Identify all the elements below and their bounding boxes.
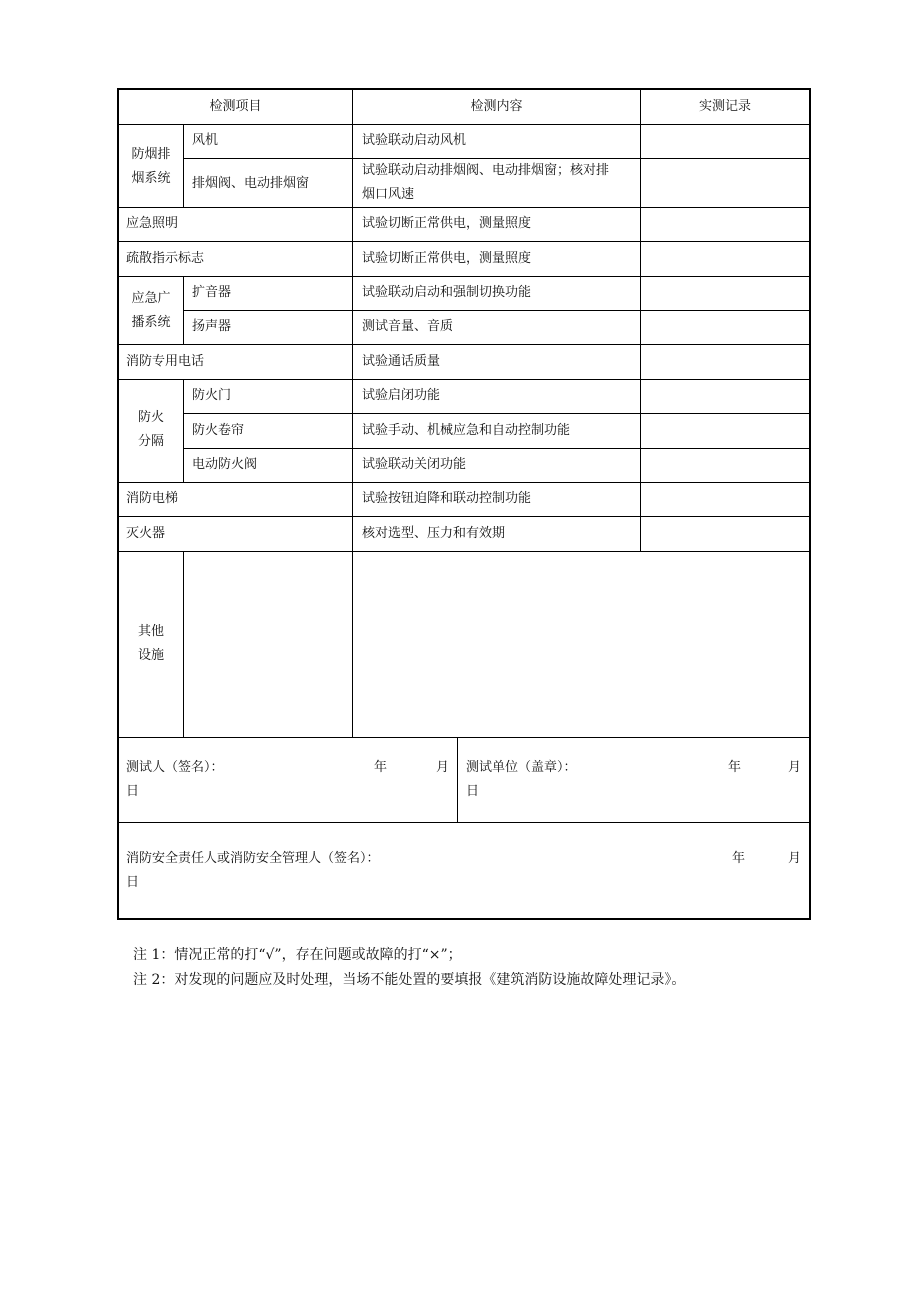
smoke-group-label-1: 防烟排 bbox=[131, 147, 171, 162]
smoke-sub-1: 风机 bbox=[192, 133, 219, 148]
tester-signature-label: 测试人（签名）： bbox=[126, 760, 224, 775]
smoke-content-1: 试验联动启动风机 bbox=[362, 133, 467, 148]
tester-day: 日 bbox=[126, 784, 140, 799]
col-divider bbox=[352, 90, 353, 737]
broadcast-sub-2: 扬声器 bbox=[192, 319, 232, 334]
separation-group-label-2: 分隔 bbox=[137, 434, 164, 449]
fire-phone-content: 试验通话质量 bbox=[362, 354, 441, 369]
row-divider bbox=[119, 822, 809, 823]
extinguisher-label: 灭火器 bbox=[126, 526, 166, 541]
smoke-group-label-2: 烟系统 bbox=[131, 171, 171, 186]
row-divider bbox=[183, 413, 809, 414]
evacuation-sign-label: 疏散指示标志 bbox=[126, 251, 205, 266]
broadcast-sub-1: 扩音器 bbox=[192, 285, 232, 300]
broadcast-group-label-2: 播系统 bbox=[131, 315, 171, 330]
tester-year: 年 bbox=[374, 760, 388, 775]
col-divider bbox=[183, 551, 184, 737]
smoke-content-2a: 试验联动启动排烟阀、电动排烟窗；核对排 bbox=[362, 163, 610, 178]
row-divider bbox=[119, 737, 809, 738]
broadcast-content-1: 试验联动启动和强制切换功能 bbox=[362, 285, 532, 300]
note-1: 注 1：情况正常的打“√”，存在问题或故障的打“×”； bbox=[133, 947, 462, 963]
fire-phone-label: 消防专用电话 bbox=[126, 354, 205, 369]
broadcast-content-2: 测试音量、音质 bbox=[362, 319, 454, 334]
separation-sub-3: 电动防火阀 bbox=[192, 457, 258, 472]
other-group-label-1: 其他 bbox=[137, 624, 164, 639]
row-divider bbox=[119, 379, 809, 380]
separation-group-label-1: 防火 bbox=[137, 410, 164, 425]
tester-unit-label: 测试单位（盖章）： bbox=[466, 760, 577, 775]
row-divider bbox=[119, 241, 809, 242]
col-divider bbox=[640, 90, 641, 551]
col-divider bbox=[183, 276, 184, 344]
extinguisher-content: 核对选型、压力和有效期 bbox=[362, 526, 506, 541]
row-divider bbox=[119, 276, 809, 277]
smoke-sub-2: 排烟阀、电动排烟窗 bbox=[192, 176, 310, 191]
separation-content-1: 试验启闭功能 bbox=[362, 388, 441, 403]
row-divider bbox=[119, 344, 809, 345]
fire-elevator-content: 试验按钮迫降和联动控制功能 bbox=[362, 491, 532, 506]
row-divider bbox=[119, 516, 809, 517]
tester-month: 月 bbox=[436, 760, 450, 775]
broadcast-group-label-1: 应急广 bbox=[131, 291, 171, 306]
fire-elevator-label: 消防电梯 bbox=[126, 491, 179, 506]
separation-content-2: 试验手动、机械应急和自动控制功能 bbox=[362, 423, 571, 438]
separation-sub-2: 防火卷帘 bbox=[192, 423, 245, 438]
row-divider bbox=[183, 310, 809, 311]
header-record: 实测记录 bbox=[698, 99, 751, 114]
header-content: 检测内容 bbox=[470, 99, 523, 114]
row-divider bbox=[119, 207, 809, 208]
header-item: 检测项目 bbox=[209, 99, 262, 114]
separation-sub-1: 防火门 bbox=[192, 388, 232, 403]
manager-month: 月 bbox=[788, 851, 802, 866]
unit-month: 月 bbox=[788, 760, 802, 775]
smoke-content-2b: 烟口风速 bbox=[362, 187, 415, 202]
row-divider bbox=[119, 124, 809, 125]
manager-day: 日 bbox=[126, 875, 140, 890]
row-divider bbox=[119, 482, 809, 483]
other-group-label-2: 设施 bbox=[137, 648, 164, 663]
manager-year: 年 bbox=[732, 851, 746, 866]
manager-signature-label: 消防安全责任人或消防安全管理人（签名）： bbox=[126, 851, 380, 866]
emergency-lighting-content: 试验切断正常供电，测量照度 bbox=[362, 216, 532, 231]
col-divider bbox=[457, 737, 458, 822]
unit-day: 日 bbox=[466, 784, 480, 799]
unit-year: 年 bbox=[728, 760, 742, 775]
separation-content-3: 试验联动关闭功能 bbox=[362, 457, 467, 472]
emergency-lighting-label: 应急照明 bbox=[126, 216, 179, 231]
evacuation-sign-content: 试验切断正常供电，测量照度 bbox=[362, 251, 532, 266]
row-divider bbox=[119, 551, 809, 552]
col-divider bbox=[183, 379, 184, 482]
col-divider bbox=[183, 124, 184, 207]
row-divider bbox=[183, 448, 809, 449]
row-divider bbox=[183, 158, 809, 159]
note-2: 注 2：对发现的问题应及时处理，当场不能处置的要填报《建筑消防设施故障处理记录》。 bbox=[133, 972, 686, 988]
